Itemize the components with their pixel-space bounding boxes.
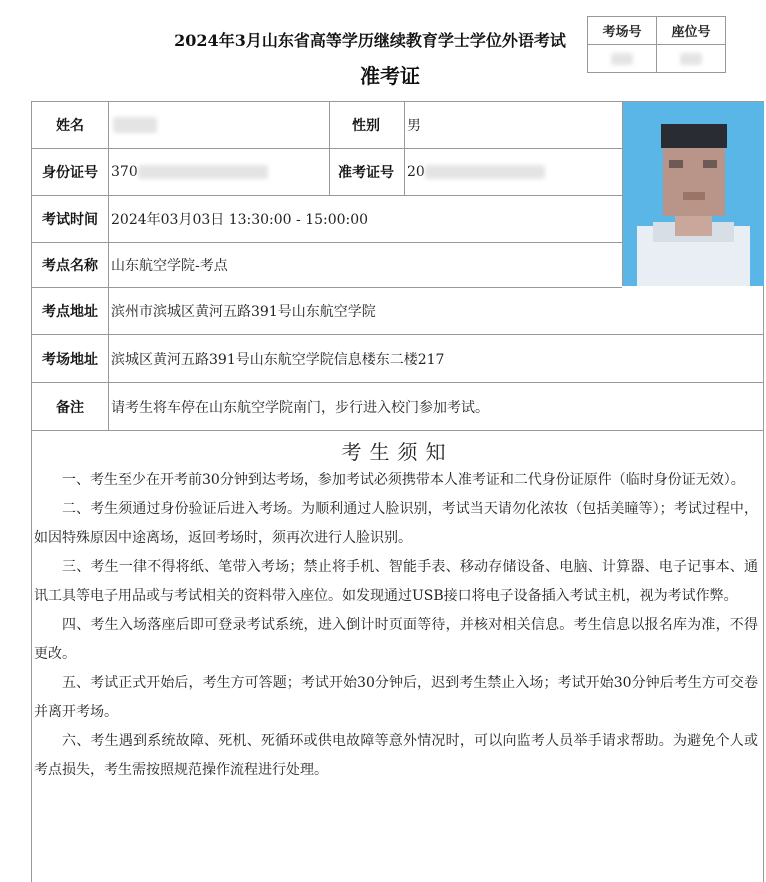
page-subtitle: 准考证 — [360, 64, 420, 88]
page-title: 2024年3月山东省高等学历继续教育学士学位外语考试 — [174, 31, 566, 50]
room-number-label: 考场号 — [588, 17, 657, 45]
room-address-label: 考场地址 — [32, 335, 109, 382]
gender-label: 性别 — [328, 102, 405, 148]
seat-number-label: 座位号 — [657, 17, 726, 45]
exam-time-label: 考试时间 — [32, 196, 109, 242]
redacted-id-number — [138, 165, 268, 179]
room-address-value: 滨城区黄河五路391号山东航空学院信息楼东二楼217 — [111, 351, 445, 368]
row-remark — [32, 383, 763, 431]
row-name — [32, 102, 622, 149]
notice-item: 二、考生须通过身份验证后进入考场。为顺利通过人脸识别，考试当天请勿化浓妆（包括美瞳等）；考试过程中，如因特殊原因中途离场，返回考场时，须再次进行人脸识别。 — [34, 501, 758, 546]
row-room-address — [32, 335, 763, 383]
row-site-name — [32, 243, 622, 288]
name-value — [109, 102, 330, 148]
redacted-seat-number — [680, 53, 702, 65]
admission-ticket-table — [31, 101, 764, 882]
site-name-value: 山东航空学院-考点 — [111, 258, 228, 274]
photo-image — [623, 102, 764, 286]
notice-item: 六、考生遇到系统故障、死机、死循环或供电故障等意外情况时，可以向监考人员举手请求帮助。为避免个人或考点损失，考生需按照规范操作流程进行处理。 — [34, 733, 758, 778]
id-number-value — [109, 149, 330, 195]
exam-time-value: 2024年03月03日 13:30:00 - 15:00:00 — [111, 212, 369, 228]
notice-item: 五、考试正式开始后，考生方可答题；考试开始30分钟后，迟到考生禁止入场；考试开始30分钟后考生方可交卷并离开考场。 — [34, 675, 758, 720]
site-name-label: 考点名称 — [32, 243, 109, 287]
remark-value: 请考生将车停在山东航空学院南门，步行进入校门参加考试。 — [111, 399, 489, 416]
row-id — [32, 149, 622, 196]
site-address-value: 滨州市滨城区黄河五路391号山东航空学院 — [111, 304, 376, 320]
site-address-label: 考点地址 — [32, 288, 109, 334]
room-number-value — [588, 45, 657, 73]
ticket-number-label: 准考证号 — [328, 149, 405, 195]
row-exam-time — [32, 196, 622, 243]
id-number-prefix: 370 — [111, 164, 138, 180]
ticket-number-value — [405, 149, 545, 195]
gender-value: 男 — [407, 118, 421, 134]
notice-item: 一、考生至少在开考前30分钟到达考场，参加考试必须携带本人准考证和二代身份证原件（临时身份证无效）。 — [62, 472, 745, 488]
redacted-name — [113, 117, 157, 133]
notice-title: 考生须知 — [341, 440, 454, 464]
id-number-label: 身份证号 — [32, 149, 109, 195]
seat-table — [587, 16, 726, 73]
remark-label: 备注 — [32, 383, 109, 430]
seat-number-value — [657, 45, 726, 73]
notice-body — [34, 466, 758, 785]
ticket-number-prefix: 20 — [407, 164, 425, 180]
row-site-address — [32, 288, 763, 335]
redacted-room-number — [611, 53, 633, 65]
notice-item: 四、考生入场落座后即可登录考试系统，进入倒计时页面等待，并核对相关信息。考生信息以报名库为准，不得更改。 — [34, 617, 758, 662]
name-label: 姓名 — [32, 102, 109, 148]
redacted-ticket-number — [425, 165, 545, 179]
candidate-photo — [622, 102, 764, 286]
notice-item: 三、考生一律不得将纸、笔带入考场；禁止将手机、智能手表、移动存储设备、电脑、计算器、电子记事本、通讯工具等电子用品或与考试相关的资料带入座位。如发现通过USB接口将电子设备插入考试主机，视为考试作弊。 — [34, 559, 758, 604]
